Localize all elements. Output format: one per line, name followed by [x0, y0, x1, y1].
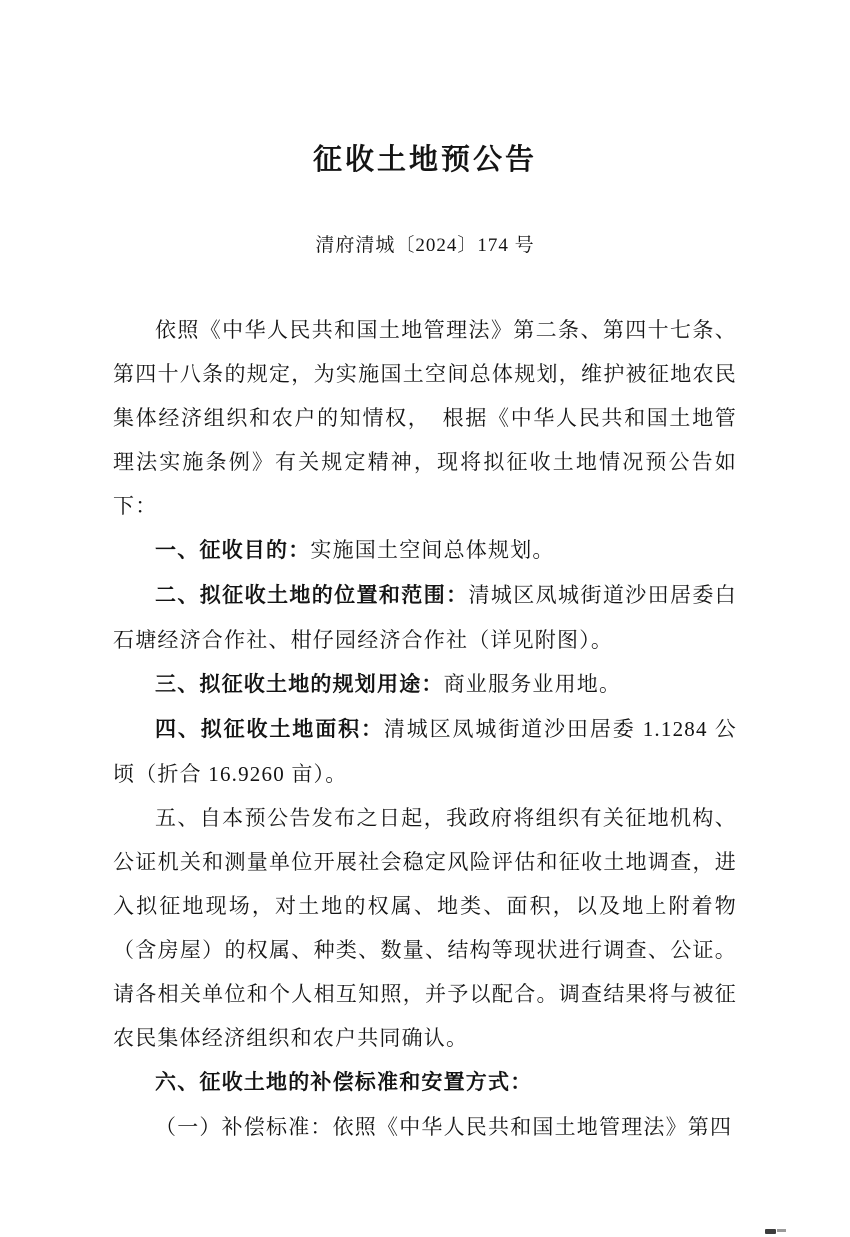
paragraph-text: 五、自本预公告发布之日起，我政府将组织有关征地机构、公证机关和测量单位开展社会稳定风险评估和征收土地调查，进入拟征地现场，对土地的权属、地类、面积，以及地上附着物（含房屋）的权属、种类、数量、结构等现状进行调查、公证。请各相关单位和个人相互知照，并予以配合。调查结果将与被征农民集体经济组织和农户共同确认。: [113, 806, 737, 1050]
paragraph: [113, 1105, 737, 1149]
paragraph-heading-label: 三、拟征收土地的规划用途：: [155, 673, 444, 696]
paragraph-text: 商业服务业用地。: [443, 672, 622, 696]
document-body: [113, 308, 737, 1149]
paragraph: [113, 707, 737, 796]
paragraph-text: 清城区凤城街道沙田居委白石塘经济合作社、柑仔园经济合作社（详见附图）。: [113, 583, 737, 652]
scan-artifact-mark: [765, 1229, 776, 1234]
paragraph-heading-label: 六、征收土地的补偿标准和安置方式：: [155, 1071, 533, 1094]
paragraph: [113, 662, 737, 707]
paragraph-text: 清城区凤城街道沙田居委 1.1284 公顷（折合 16.9260 亩）。: [113, 717, 738, 786]
document-title: 征收土地预公告: [312, 144, 537, 176]
paragraph: [113, 308, 737, 528]
document-number: 清府清城〔2024〕174 号: [315, 235, 535, 256]
paragraph-heading-label: 二、拟征收土地的位置和范围：: [155, 584, 469, 607]
paragraph: [113, 796, 737, 1060]
paragraph: [113, 573, 737, 662]
paragraph: [113, 528, 737, 573]
paragraph-heading-label: 四、拟征收土地面积：: [155, 718, 384, 741]
paragraph-text: （一）补偿标准：依照《中华人民共和国土地管理法》第四: [155, 1115, 733, 1139]
paragraph-text: 依照《中华人民共和国土地管理法》第二条、第四十七条、第四十八条的规定，为实施国土空间总体规划，维护被征地农民集体经济组织和农户的知情权， 根据《中华人民共和国土地管理法实施条例》有关规定精神，现将拟征收土地情况预公告如下：: [113, 318, 737, 518]
paragraph: [113, 1060, 737, 1105]
paragraph-heading-label: 一、征收目的：: [155, 539, 311, 562]
paragraph-text: 实施国土空间总体规划。: [310, 538, 555, 562]
